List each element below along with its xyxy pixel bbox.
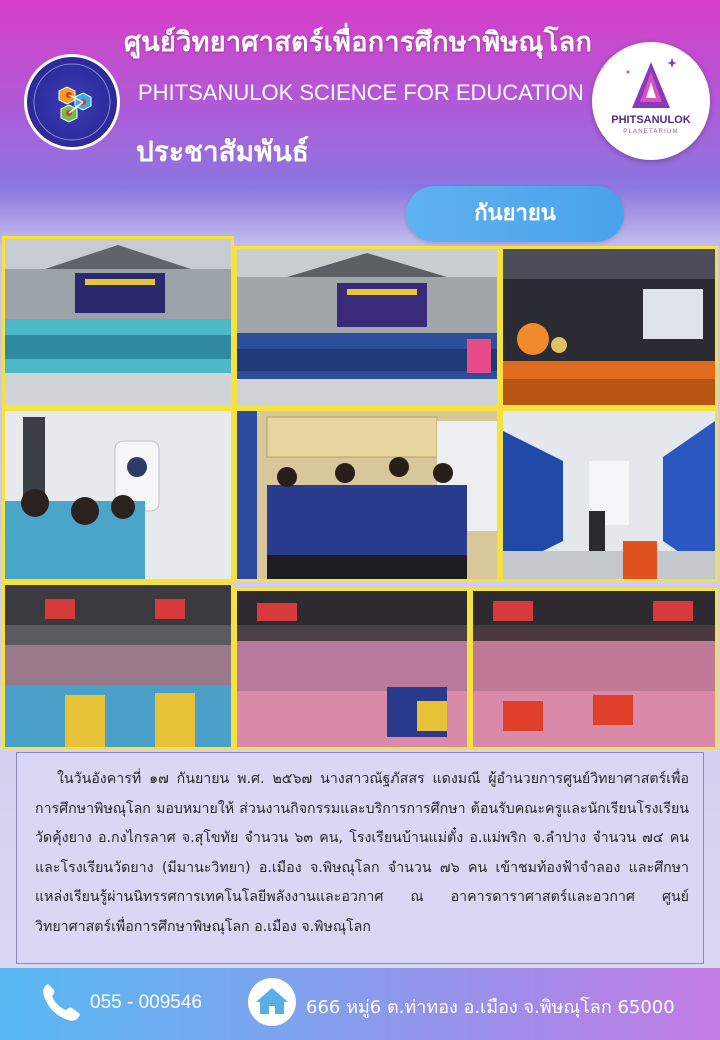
- photo-5: [234, 408, 500, 582]
- photo-3: [500, 246, 718, 408]
- planetarium-logo-name: PHITSANULOK: [611, 114, 691, 126]
- phone-icon: [38, 980, 82, 1024]
- header: [0, 0, 720, 240]
- planetarium-logo: [592, 42, 710, 160]
- photo-8: [234, 588, 470, 750]
- photo-4: [2, 408, 234, 582]
- phone-number: 055 - 009546: [90, 992, 202, 1013]
- address: 666 หมู่6 ต.ท่าทอง อ.เมือง จ.พิษณุโลก 65000: [306, 997, 675, 1018]
- section-title: ประชาสัมพันธ์: [136, 135, 309, 168]
- center-title-thai: ศูนย์วิทยาศาสตร์เพื่อการศึกษาพิษณุโลก: [123, 27, 593, 58]
- photo-7: [2, 582, 234, 750]
- news-body-text: ในวันอังคารที่ ๑๗ กันยายน พ.ศ. ๒๕๖๗ นางสาวณัฐภัสสร แดงมณี ผู้อำนวยการศูนย์วิทยาศาสตร์เพื่อการศึกษาพิษณุโลก มอบหมายให้ ส่วนงานกิจกรรมและบริการการศึกษา ต้อนรับคณะครูและนักเรียนโรงเรียนวัดคุ้งยาง อ.กงไกรลาศ จ.สุโขทัย จำนวน ๖๓ คน, โรงเรียนบ้านแม่ตั๋ง อ.แม่พริก จ.ลำปาง จำนวน ๗๔ คน และโรงเรียนวัดยาง (มีมานะวิทยา) อ.เมือง จ.พิษณุโลก จำนวน ๗๖ คน เข้าชมท้องฟ้าจำลอง และศึกษาแหล่งเรียนรู้ผ่านนิทรรศการเทคโนโลยีพลังงานและอวกาศ ณ อาคารดาราศาสตร์และอวกาศ ศูนย์วิทยาศาสตร์เพื่อการศึกษาพิษณุโลก อ.เมือง จ.พิษณุโลก: [16, 752, 704, 964]
- photo-6: [500, 408, 718, 582]
- center-title-english: PHITSANULOK SCIENCE FOR EDUCATION: [138, 80, 584, 105]
- science-center-logo: [24, 54, 120, 150]
- photo-9: [470, 588, 718, 750]
- planetarium-logo-sub: PLANETARIUM: [623, 129, 679, 135]
- photo-1: [2, 236, 234, 408]
- month-pill: กันยายน: [406, 186, 624, 242]
- photo-2: [234, 246, 500, 408]
- home-icon: [248, 978, 296, 1026]
